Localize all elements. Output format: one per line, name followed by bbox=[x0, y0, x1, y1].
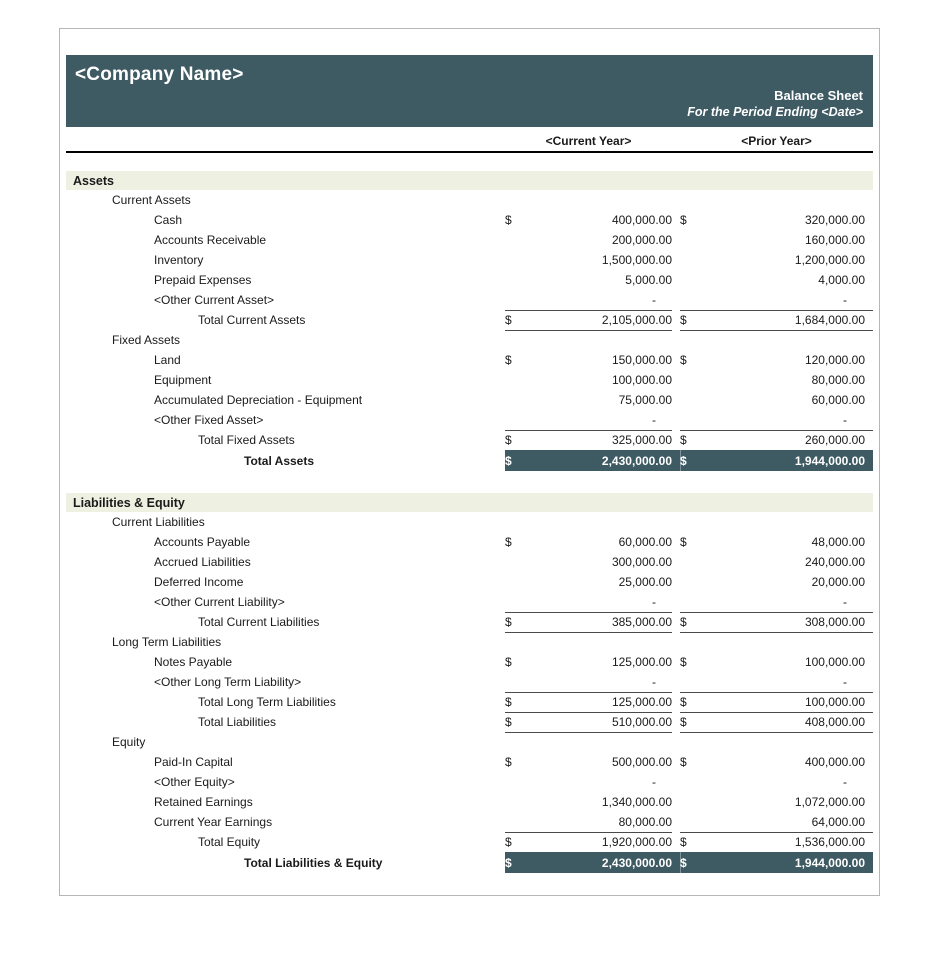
table-row bbox=[66, 552, 873, 572]
amount-prior: 1,944,000.00 bbox=[702, 450, 873, 471]
table-row bbox=[66, 592, 873, 612]
row-label: Inventory bbox=[154, 253, 204, 267]
column-gap bbox=[672, 572, 680, 592]
row-label: Accounts Receivable bbox=[154, 233, 267, 247]
currency-symbol-prior: $ bbox=[680, 450, 702, 471]
amount-prior: 160,000.00 bbox=[804, 233, 865, 247]
currency-symbol-current bbox=[505, 792, 527, 812]
table-row bbox=[66, 812, 873, 832]
currency-symbol-prior bbox=[680, 632, 702, 652]
currency-symbol-current: $ bbox=[505, 712, 527, 733]
currency-symbol-current: $ bbox=[505, 755, 512, 769]
row-label: Equity bbox=[112, 735, 146, 749]
currency-symbol-current: $ bbox=[505, 692, 527, 713]
amount-prior: 408,000.00 bbox=[702, 712, 873, 733]
amount-prior: 20,000.00 bbox=[811, 575, 865, 589]
currency-symbol-current bbox=[505, 592, 527, 613]
period-line: For the Period Ending <Date> bbox=[687, 105, 863, 119]
title-band bbox=[66, 55, 873, 127]
row-label: Long Term Liabilities bbox=[112, 635, 222, 649]
row-label: Paid-In Capital bbox=[154, 755, 233, 769]
table-row bbox=[66, 572, 873, 592]
column-gap bbox=[672, 450, 680, 471]
amount-prior bbox=[702, 330, 873, 350]
table-row bbox=[66, 692, 873, 712]
table-row bbox=[66, 250, 873, 270]
column-gap bbox=[672, 812, 680, 832]
row-label: <Other Equity> bbox=[154, 775, 235, 789]
currency-symbol-current bbox=[505, 732, 527, 752]
currency-symbol-prior bbox=[680, 812, 702, 833]
row-label: Assets bbox=[73, 173, 114, 188]
amount-prior: 60,000.00 bbox=[811, 393, 865, 407]
table-row bbox=[66, 450, 873, 471]
currency-symbol-prior bbox=[680, 512, 702, 532]
row-label: Accrued Liabilities bbox=[154, 555, 251, 569]
column-gap bbox=[672, 612, 680, 632]
currency-symbol-prior: $ bbox=[680, 852, 702, 873]
column-gap bbox=[672, 772, 680, 792]
row-label: Current Assets bbox=[112, 193, 191, 207]
column-gap bbox=[672, 171, 680, 190]
amount-prior: 260,000.00 bbox=[702, 430, 873, 451]
column-gap bbox=[672, 852, 680, 873]
column-gap bbox=[672, 410, 680, 430]
table-row bbox=[66, 612, 873, 632]
currency-symbol-current: $ bbox=[505, 213, 512, 227]
column-gap bbox=[672, 370, 680, 390]
currency-symbol-current bbox=[505, 632, 527, 652]
table-row bbox=[66, 652, 873, 672]
currency-symbol-prior bbox=[680, 370, 702, 390]
column-gap bbox=[672, 592, 680, 612]
currency-symbol-prior: $ bbox=[680, 832, 702, 853]
amount-prior: 64,000.00 bbox=[702, 812, 873, 833]
currency-symbol-prior: $ bbox=[680, 692, 702, 713]
amount-current: 5,000.00 bbox=[625, 273, 672, 287]
currency-symbol-prior: $ bbox=[680, 430, 702, 451]
amount-current bbox=[527, 512, 672, 532]
table-row bbox=[66, 712, 873, 732]
currency-symbol-prior bbox=[680, 572, 702, 592]
row-label: Total Equity bbox=[198, 835, 261, 849]
amount-current: 60,000.00 bbox=[618, 535, 672, 549]
amount-prior: 320,000.00 bbox=[804, 213, 865, 227]
row-label: Accounts Payable bbox=[154, 535, 251, 549]
currency-symbol-current bbox=[505, 390, 527, 410]
amount-current: 200,000.00 bbox=[611, 233, 672, 247]
section-header-row bbox=[66, 493, 873, 512]
amount-current: 500,000.00 bbox=[611, 755, 672, 769]
current-year-column-header: <Current Year> bbox=[545, 134, 632, 148]
table-row bbox=[66, 732, 873, 752]
amount-prior: - bbox=[702, 592, 873, 613]
table-row bbox=[66, 632, 873, 652]
currency-symbol-prior bbox=[680, 592, 702, 613]
amount-prior: 1,536,000.00 bbox=[702, 832, 873, 853]
column-gap bbox=[672, 350, 680, 370]
currency-symbol-prior: $ bbox=[680, 353, 687, 367]
currency-symbol-current bbox=[505, 493, 527, 512]
amount-prior: 100,000.00 bbox=[702, 692, 873, 713]
amount-current: 300,000.00 bbox=[611, 555, 672, 569]
row-label: Current Liabilities bbox=[112, 515, 205, 529]
table-row bbox=[66, 772, 873, 792]
amount-prior bbox=[702, 493, 873, 512]
amount-prior bbox=[702, 632, 873, 652]
currency-symbol-current bbox=[505, 290, 527, 311]
row-label: Deferred Income bbox=[154, 575, 244, 589]
currency-symbol-prior bbox=[680, 230, 702, 250]
row-label: <Other Fixed Asset> bbox=[154, 413, 264, 427]
currency-symbol-prior bbox=[680, 410, 702, 431]
currency-symbol-current: $ bbox=[505, 430, 527, 451]
document-title: Balance Sheet bbox=[774, 88, 863, 103]
balance-sheet-page bbox=[59, 28, 880, 896]
amount-current: 125,000.00 bbox=[611, 655, 672, 669]
amount-current bbox=[527, 190, 672, 210]
column-gap bbox=[672, 230, 680, 250]
column-gap bbox=[672, 752, 680, 772]
currency-symbol-current bbox=[505, 270, 527, 290]
column-gap bbox=[672, 270, 680, 290]
amount-current: 25,000.00 bbox=[618, 575, 672, 589]
row-label: <Other Current Liability> bbox=[154, 595, 285, 609]
amount-current: 125,000.00 bbox=[527, 692, 672, 713]
column-gap bbox=[672, 672, 680, 692]
title-band-right bbox=[75, 88, 863, 120]
table-row bbox=[66, 512, 873, 532]
currency-symbol-current bbox=[505, 410, 527, 431]
currency-symbol-prior: $ bbox=[680, 655, 687, 669]
amount-current: 1,500,000.00 bbox=[601, 253, 672, 267]
amount-current: - bbox=[652, 775, 656, 789]
amount-prior: - bbox=[702, 672, 873, 693]
amount-current: 80,000.00 bbox=[527, 812, 672, 833]
currency-symbol-current: $ bbox=[505, 310, 527, 331]
amount-prior: 308,000.00 bbox=[702, 612, 873, 633]
section-header-row bbox=[66, 171, 873, 190]
table-row bbox=[66, 210, 873, 230]
amount-prior bbox=[702, 171, 873, 190]
row-label: Total Long Term Liabilities bbox=[198, 695, 336, 709]
currency-symbol-prior bbox=[680, 171, 702, 190]
amount-current bbox=[527, 330, 672, 350]
column-gap bbox=[672, 290, 680, 310]
currency-symbol-current: $ bbox=[505, 353, 512, 367]
balance-table-rows bbox=[66, 171, 873, 873]
row-label: Total Assets bbox=[244, 453, 315, 468]
column-gap bbox=[672, 190, 680, 210]
currency-symbol-prior bbox=[680, 290, 702, 311]
currency-symbol-current bbox=[505, 812, 527, 833]
column-gap bbox=[672, 250, 680, 270]
row-label: Total Current Liabilities bbox=[198, 615, 320, 629]
column-gap bbox=[672, 732, 680, 752]
amount-prior: 1,200,000.00 bbox=[794, 253, 865, 267]
table-row bbox=[66, 672, 873, 692]
row-label: <Other Current Asset> bbox=[154, 293, 275, 307]
table-row bbox=[66, 370, 873, 390]
currency-symbol-prior: $ bbox=[680, 310, 702, 331]
currency-symbol-prior bbox=[680, 250, 702, 270]
row-label: Fixed Assets bbox=[112, 333, 181, 347]
spacer-row bbox=[66, 471, 873, 493]
currency-symbol-current bbox=[505, 552, 527, 572]
amount-prior: 48,000.00 bbox=[811, 535, 865, 549]
amount-current bbox=[527, 632, 672, 652]
currency-symbol-current bbox=[505, 250, 527, 270]
currency-symbol-prior: $ bbox=[680, 213, 687, 227]
column-gap bbox=[672, 792, 680, 812]
table-row bbox=[66, 532, 873, 552]
prior-year-column-header: <Prior Year> bbox=[741, 134, 812, 148]
amount-current: 2,430,000.00 bbox=[527, 852, 672, 873]
amount-current bbox=[527, 493, 672, 512]
row-label: Current Year Earnings bbox=[154, 815, 273, 829]
amount-prior bbox=[702, 512, 873, 532]
currency-symbol-current: $ bbox=[505, 852, 527, 873]
currency-symbol-current: $ bbox=[505, 832, 527, 853]
amount-current: 75,000.00 bbox=[618, 393, 672, 407]
amount-current: - bbox=[527, 290, 672, 311]
currency-symbol-current bbox=[505, 330, 527, 350]
currency-symbol-prior bbox=[680, 330, 702, 350]
amount-current: 1,920,000.00 bbox=[527, 832, 672, 853]
amount-current: 325,000.00 bbox=[527, 430, 672, 451]
table-row bbox=[66, 390, 873, 410]
column-gap bbox=[672, 712, 680, 732]
column-gap bbox=[672, 430, 680, 450]
amount-current bbox=[527, 732, 672, 752]
currency-symbol-current bbox=[505, 512, 527, 532]
amount-prior: - bbox=[702, 290, 873, 311]
currency-symbol-current: $ bbox=[505, 450, 527, 471]
currency-symbol-prior bbox=[680, 792, 702, 812]
amount-prior: 1,944,000.00 bbox=[702, 852, 873, 873]
amount-current: - bbox=[527, 592, 672, 613]
table-row bbox=[66, 190, 873, 210]
table-row bbox=[66, 410, 873, 430]
row-label: Total Liabilities & Equity bbox=[244, 855, 383, 870]
column-gap bbox=[672, 632, 680, 652]
currency-symbol-current bbox=[505, 772, 527, 792]
currency-symbol-prior bbox=[680, 552, 702, 572]
amount-prior: 240,000.00 bbox=[804, 555, 865, 569]
row-label: <Other Long Term Liability> bbox=[154, 675, 302, 689]
row-label: Liabilities & Equity bbox=[73, 495, 185, 510]
table-row bbox=[66, 350, 873, 370]
amount-current: 510,000.00 bbox=[527, 712, 672, 733]
currency-symbol-current bbox=[505, 171, 527, 190]
company-name: <Company Name> bbox=[75, 64, 244, 85]
column-gap bbox=[672, 532, 680, 552]
row-label: Total Liabilities bbox=[198, 715, 277, 729]
column-gap bbox=[672, 692, 680, 712]
currency-symbol-current: $ bbox=[505, 535, 512, 549]
row-label: Cash bbox=[154, 213, 183, 227]
amount-current: 385,000.00 bbox=[527, 612, 672, 633]
currency-symbol-current bbox=[505, 672, 527, 693]
amount-current: 2,430,000.00 bbox=[527, 450, 672, 471]
row-label: Equipment bbox=[154, 373, 212, 387]
table-row bbox=[66, 330, 873, 350]
currency-symbol-prior: $ bbox=[680, 612, 702, 633]
column-gap bbox=[672, 390, 680, 410]
column-gap bbox=[672, 552, 680, 572]
amount-prior: - bbox=[702, 410, 873, 431]
column-gap bbox=[672, 493, 680, 512]
amount-prior: 120,000.00 bbox=[804, 353, 865, 367]
row-label: Accumulated Depreciation - Equipment bbox=[154, 393, 363, 407]
amount-current: 150,000.00 bbox=[611, 353, 672, 367]
table-row bbox=[66, 270, 873, 290]
currency-symbol-prior bbox=[680, 390, 702, 410]
column-gap bbox=[672, 512, 680, 532]
currency-symbol-prior bbox=[680, 732, 702, 752]
amount-prior: 400,000.00 bbox=[804, 755, 865, 769]
column-gap bbox=[672, 652, 680, 672]
amount-current bbox=[527, 171, 672, 190]
currency-symbol-current bbox=[505, 572, 527, 592]
table-row bbox=[66, 230, 873, 250]
amount-prior: 1,072,000.00 bbox=[794, 795, 865, 809]
currency-symbol-current bbox=[505, 190, 527, 210]
table-row bbox=[66, 792, 873, 812]
column-header-row bbox=[66, 131, 873, 153]
currency-symbol-current: $ bbox=[505, 655, 512, 669]
column-gap bbox=[672, 832, 680, 852]
amount-prior: 1,684,000.00 bbox=[702, 310, 873, 331]
currency-symbol-prior bbox=[680, 270, 702, 290]
currency-symbol-prior bbox=[680, 672, 702, 693]
table-row bbox=[66, 832, 873, 852]
currency-symbol-prior: $ bbox=[680, 755, 687, 769]
column-gap bbox=[672, 310, 680, 330]
amount-prior: 4,000.00 bbox=[818, 273, 865, 287]
amount-prior bbox=[702, 732, 873, 752]
currency-symbol-prior bbox=[680, 772, 702, 792]
amount-prior: 100,000.00 bbox=[804, 655, 865, 669]
amount-current: 400,000.00 bbox=[611, 213, 672, 227]
table-row bbox=[66, 752, 873, 772]
currency-symbol-current bbox=[505, 370, 527, 390]
amount-current: - bbox=[527, 672, 672, 693]
currency-symbol-prior bbox=[680, 493, 702, 512]
amount-prior: 80,000.00 bbox=[811, 373, 865, 387]
row-label: Retained Earnings bbox=[154, 795, 253, 809]
amount-current: 2,105,000.00 bbox=[527, 310, 672, 331]
column-gap bbox=[672, 210, 680, 230]
row-label: Notes Payable bbox=[154, 655, 233, 669]
row-label: Total Current Assets bbox=[198, 313, 306, 327]
amount-prior: - bbox=[843, 775, 847, 789]
amount-prior bbox=[702, 190, 873, 210]
currency-symbol-current: $ bbox=[505, 612, 527, 633]
currency-symbol-prior: $ bbox=[680, 535, 687, 549]
row-label: Prepaid Expenses bbox=[154, 273, 252, 287]
column-gap bbox=[672, 330, 680, 350]
currency-symbol-prior bbox=[680, 190, 702, 210]
row-label: Total Fixed Assets bbox=[198, 433, 295, 447]
amount-current: 1,340,000.00 bbox=[601, 795, 672, 809]
amount-current: 100,000.00 bbox=[611, 373, 672, 387]
row-label: Land bbox=[154, 353, 181, 367]
currency-symbol-current bbox=[505, 230, 527, 250]
amount-current: - bbox=[527, 410, 672, 431]
table-row bbox=[66, 852, 873, 873]
currency-symbol-prior: $ bbox=[680, 712, 702, 733]
table-row bbox=[66, 290, 873, 310]
table-row bbox=[66, 430, 873, 450]
table-row bbox=[66, 310, 873, 330]
